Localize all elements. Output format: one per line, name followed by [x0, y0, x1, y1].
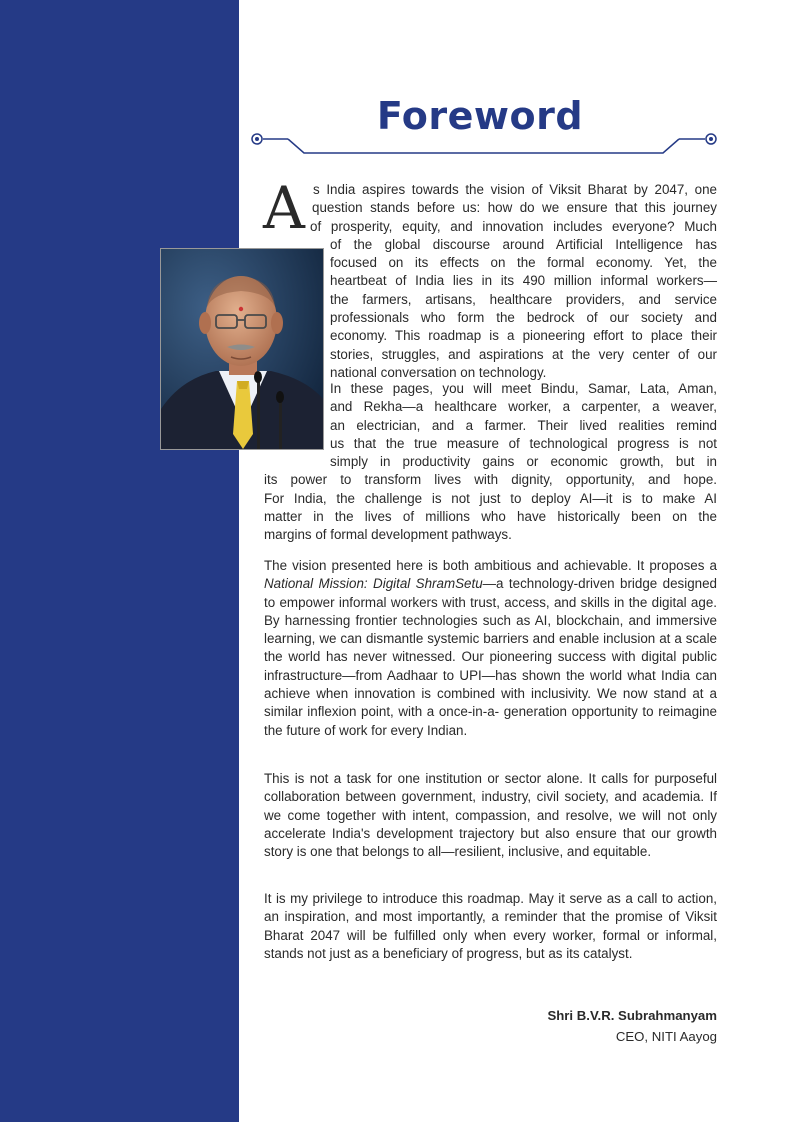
page-title: Foreword	[376, 94, 584, 138]
paragraph-two	[264, 380, 717, 545]
text-line: margins of formal development pathways.	[264, 527, 512, 543]
text-line: the farmers, artisans, healthcare providers, and service	[330, 291, 717, 307]
text-line: of prosperity, equity, and innovation includes everyone? Much	[310, 218, 717, 234]
text-line: For India, the challenge is not just to deploy AI—it is to make AI	[264, 490, 717, 506]
text-line: of the global discourse around Artificial Intelligence has	[330, 236, 717, 252]
signatory-title: CEO, NITI Aayog	[615, 1029, 717, 1044]
intro-paragraph	[264, 181, 717, 382]
text-line: matter in the lives of millions who have historically been on the	[264, 509, 717, 525]
para3-text-start: The vision presented here is both ambitious and achievable. It proposes a	[264, 558, 717, 573]
paragraph-five: It is my privilege to introduce this roadmap. May it serve as a call to action, an inspiration, and most importantly, a reminder that the promise of Viksit Bharat 2047 will be fulfilled only when every worker, formal or informal, stands not just as a beneficiary of progress, but as its catalyst.	[264, 891, 717, 961]
text-line: In these pages, you will meet Bindu, Samar, Lata, Aman,	[330, 381, 717, 396]
drop-cap: A	[263, 174, 305, 242]
text-line: us that the true measure of technological progress is not	[330, 435, 717, 451]
text-line: question stands before us: how do we ensure that this journey	[312, 200, 717, 216]
text-line: heartbeat of India lies in its 490 million informal workers—	[330, 273, 717, 289]
text-line: stories, struggles, and aspirations at the very center of our	[330, 346, 717, 362]
text-line: economy. This roadmap is a pioneering effort to place their	[330, 328, 717, 344]
para3-text-end: —a technology-driven bridge designed to empower informal workers with trust, access, and skills in the digital age. By harnessing frontier technologies such as AI, blockchain, and immersive learning, we can dismantle systemic barriers and enable inclusion at a scale the world has never witnessed. Our pioneering success with digital public infrastructure—from Aadhaar to UPI—has shown the world what India can achieve when innovation is combined with inclusivity. We now stand at a similar inflexion point, with a once-in-a- generation opportunity to reimagine the future of work for every Indian.	[264, 576, 717, 738]
text-line: professionals who form the bedrock of our society and	[330, 310, 717, 326]
sidebar-band	[0, 0, 239, 1122]
title-divider	[250, 130, 720, 156]
text-line: focused on its effects on the formal economy. Yet, the	[330, 255, 717, 271]
paragraph-four: This is not a task for one institution or sector alone. It calls for purposeful collaboration between government, industry, civil society, and academia. If we come together with intent, compassion, and resolve, we will not only accelerate India's development trajectory but also ensure that our growth story is one that belongs to all—resilient, inclusive, and equitable.	[264, 771, 717, 860]
text-line: national conversation on technology.	[330, 364, 547, 380]
text-line: simply in productivity gains or economic growth, but in	[330, 454, 717, 470]
mission-name: National Mission: Digital ShramSetu	[264, 576, 483, 592]
signatory-name: Shri B.V.R. Subrahmanyam	[547, 1008, 717, 1023]
paragraph-three	[264, 557, 717, 740]
text-line: an electrician, and a farmer. Their lived realities remind	[330, 417, 717, 433]
text-line: s India aspires towards the vision of Viksit Bharat by 2047, one	[313, 182, 717, 197]
text-line: and Rekha—a healthcare worker, a carpenter, a weaver,	[330, 399, 717, 415]
text-line: its power to transform lives with dignity, opportunity, and hope.	[264, 472, 717, 488]
